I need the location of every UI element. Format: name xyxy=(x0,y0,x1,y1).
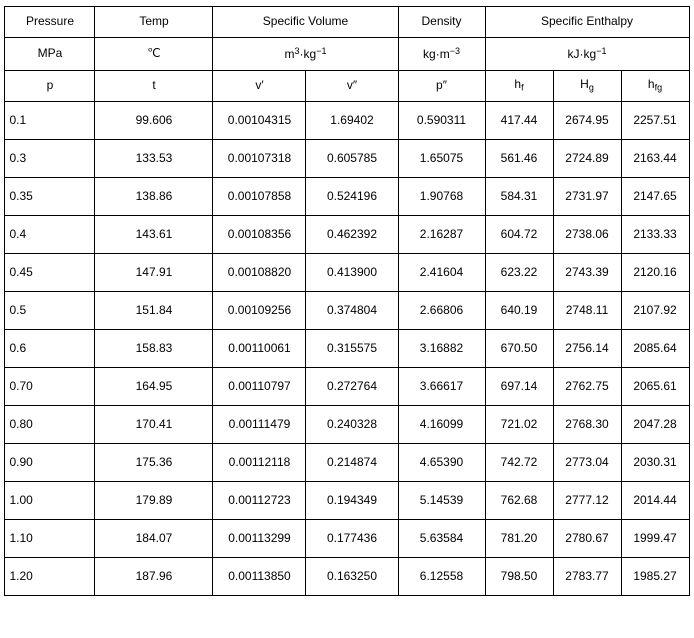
cell-v-double-prime: 1.69402 xyxy=(306,102,398,140)
cell-v-double-prime: 0.194349 xyxy=(306,482,398,520)
cell-hg: 2743.39 xyxy=(553,254,621,292)
symbol-hg: $H_g$ xyxy=(553,71,621,102)
cell-hf: 781.20 xyxy=(485,520,553,558)
cell-hf: 584.31 xyxy=(485,178,553,216)
cell-hg: 2773.04 xyxy=(553,444,621,482)
cell-hg: 2777.12 xyxy=(553,482,621,520)
cell-pressure: 0.70 xyxy=(5,368,95,406)
cell-hfg: 1999.47 xyxy=(621,520,689,558)
cell-v-double-prime: 0.374804 xyxy=(306,292,398,330)
header-row-units xyxy=(5,38,689,71)
cell-pressure: 0.1 xyxy=(5,102,95,140)
cell-hf: 623.22 xyxy=(485,254,553,292)
cell-hg: 2762.75 xyxy=(553,368,621,406)
cell-density: 3.16882 xyxy=(398,330,485,368)
cell-pressure: 0.4 xyxy=(5,216,95,254)
cell-hfg: 2147.65 xyxy=(621,178,689,216)
table-row xyxy=(5,254,689,292)
unit-pressure: MPa xyxy=(5,38,95,71)
saturated-steam-properties-table xyxy=(4,6,689,596)
cell-pressure: 0.3 xyxy=(5,140,95,178)
symbol-p: p xyxy=(5,71,95,102)
header-temp: Temp xyxy=(95,7,213,38)
cell-density: 1.90768 xyxy=(398,178,485,216)
cell-v-prime: 0.00109256 xyxy=(213,292,306,330)
cell-hfg: 2030.31 xyxy=(621,444,689,482)
cell-v-prime: 0.00113299 xyxy=(213,520,306,558)
cell-pressure: 1.20 xyxy=(5,558,95,596)
cell-hf: 798.50 xyxy=(485,558,553,596)
cell-hf: 762.68 xyxy=(485,482,553,520)
symbol-hfg: $h_{fg}$ xyxy=(621,71,689,102)
cell-temp: 158.83 xyxy=(95,330,213,368)
cell-v-prime: 0.00112723 xyxy=(213,482,306,520)
cell-v-double-prime: 0.315575 xyxy=(306,330,398,368)
cell-pressure: 0.5 xyxy=(5,292,95,330)
cell-density: 3.66617 xyxy=(398,368,485,406)
header-row-symbols xyxy=(5,71,689,102)
cell-hfg: 2085.64 xyxy=(621,330,689,368)
cell-hg: 2748.11 xyxy=(553,292,621,330)
cell-pressure: 1.00 xyxy=(5,482,95,520)
header-density: Density xyxy=(398,7,485,38)
cell-temp: 175.36 xyxy=(95,444,213,482)
cell-hfg: 2133.33 xyxy=(621,216,689,254)
symbol-rho-double-prime: p″ xyxy=(398,71,485,102)
table-row xyxy=(5,216,689,254)
cell-hfg: 1985.27 xyxy=(621,558,689,596)
cell-v-prime: 0.00112118 xyxy=(213,444,306,482)
cell-temp: 179.89 xyxy=(95,482,213,520)
cell-v-double-prime: 0.214874 xyxy=(306,444,398,482)
cell-pressure: 0.6 xyxy=(5,330,95,368)
cell-pressure: 0.45 xyxy=(5,254,95,292)
cell-temp: 170.41 xyxy=(95,406,213,444)
cell-v-prime: 0.00104315 xyxy=(213,102,306,140)
cell-hfg: 2163.44 xyxy=(621,140,689,178)
header-specific-volume: Specific Volume xyxy=(213,7,398,38)
cell-hg: 2731.97 xyxy=(553,178,621,216)
cell-temp: 184.07 xyxy=(95,520,213,558)
header-specific-enthalpy: Specific Enthalpy xyxy=(485,7,689,38)
cell-v-prime: 0.00108356 xyxy=(213,216,306,254)
cell-hfg: 2047.28 xyxy=(621,406,689,444)
cell-hf: 561.46 xyxy=(485,140,553,178)
cell-temp: 133.53 xyxy=(95,140,213,178)
cell-hf: 670.50 xyxy=(485,330,553,368)
cell-hg: 2724.89 xyxy=(553,140,621,178)
cell-v-prime: 0.00107858 xyxy=(213,178,306,216)
cell-v-prime: 0.00110797 xyxy=(213,368,306,406)
cell-temp: 164.95 xyxy=(95,368,213,406)
table-row xyxy=(5,368,689,406)
cell-density: 5.14539 xyxy=(398,482,485,520)
table-row xyxy=(5,520,689,558)
cell-hf: 604.72 xyxy=(485,216,553,254)
cell-density: 2.41604 xyxy=(398,254,485,292)
cell-v-double-prime: 0.524196 xyxy=(306,178,398,216)
table-row xyxy=(5,178,689,216)
cell-v-double-prime: 0.177436 xyxy=(306,520,398,558)
cell-hf: 640.19 xyxy=(485,292,553,330)
cell-pressure: 0.80 xyxy=(5,406,95,444)
cell-v-prime: 0.00107318 xyxy=(213,140,306,178)
table-row xyxy=(5,292,689,330)
cell-temp: 151.84 xyxy=(95,292,213,330)
table-row xyxy=(5,558,689,596)
cell-hfg: 2107.92 xyxy=(621,292,689,330)
cell-hg: 2756.14 xyxy=(553,330,621,368)
cell-hf: 721.02 xyxy=(485,406,553,444)
table-row xyxy=(5,406,689,444)
cell-density: 4.65390 xyxy=(398,444,485,482)
cell-density: 6.12558 xyxy=(398,558,485,596)
cell-v-double-prime: 0.163250 xyxy=(306,558,398,596)
cell-hg: 2674.95 xyxy=(553,102,621,140)
cell-temp: 143.61 xyxy=(95,216,213,254)
table-row xyxy=(5,482,689,520)
cell-hf: 697.14 xyxy=(485,368,553,406)
cell-temp: 99.606 xyxy=(95,102,213,140)
cell-density: 2.16287 xyxy=(398,216,485,254)
cell-density: 1.65075 xyxy=(398,140,485,178)
cell-hg: 2783.77 xyxy=(553,558,621,596)
cell-pressure: 0.90 xyxy=(5,444,95,482)
unit-density: $kg\cdot m^{-3}$ xyxy=(398,38,485,71)
table-row xyxy=(5,444,689,482)
unit-specific-enthalpy: $kJ\cdot kg^{-1}$ xyxy=(485,38,689,71)
cell-pressure: 1.10 xyxy=(5,520,95,558)
symbol-hf: $h_f$ xyxy=(485,71,553,102)
header-pressure: Pressure xyxy=(5,7,95,38)
unit-temp: ℃ xyxy=(95,38,213,71)
cell-v-double-prime: 0.605785 xyxy=(306,140,398,178)
cell-hg: 2768.30 xyxy=(553,406,621,444)
table-row xyxy=(5,330,689,368)
cell-hfg: 2257.51 xyxy=(621,102,689,140)
header-row-quantities xyxy=(5,7,689,38)
cell-v-double-prime: 0.272764 xyxy=(306,368,398,406)
cell-hf: 742.72 xyxy=(485,444,553,482)
cell-hfg: 2120.16 xyxy=(621,254,689,292)
cell-density: 5.63584 xyxy=(398,520,485,558)
cell-hg: 2780.67 xyxy=(553,520,621,558)
cell-v-prime: 0.00111479 xyxy=(213,406,306,444)
table-row xyxy=(5,140,689,178)
unit-specific-volume: $m^3\cdot kg^{-1}$ xyxy=(213,38,398,71)
symbol-v-prime: v′ xyxy=(213,71,306,102)
cell-density: 4.16099 xyxy=(398,406,485,444)
cell-v-double-prime: 0.413900 xyxy=(306,254,398,292)
cell-v-double-prime: 0.462392 xyxy=(306,216,398,254)
cell-v-prime: 0.00110061 xyxy=(213,330,306,368)
cell-v-prime: 0.00113850 xyxy=(213,558,306,596)
cell-v-prime: 0.00108820 xyxy=(213,254,306,292)
table-row xyxy=(5,102,689,140)
cell-hg: 2738.06 xyxy=(553,216,621,254)
symbol-t: t xyxy=(95,71,213,102)
cell-temp: 138.86 xyxy=(95,178,213,216)
cell-hf: 417.44 xyxy=(485,102,553,140)
cell-temp: 147.91 xyxy=(95,254,213,292)
cell-hfg: 2014.44 xyxy=(621,482,689,520)
cell-pressure: 0.35 xyxy=(5,178,95,216)
cell-v-double-prime: 0.240328 xyxy=(306,406,398,444)
cell-hfg: 2065.61 xyxy=(621,368,689,406)
cell-density: 0.590311 xyxy=(398,102,485,140)
cell-density: 2.66806 xyxy=(398,292,485,330)
cell-temp: 187.96 xyxy=(95,558,213,596)
symbol-v-double-prime: v″ xyxy=(306,71,398,102)
